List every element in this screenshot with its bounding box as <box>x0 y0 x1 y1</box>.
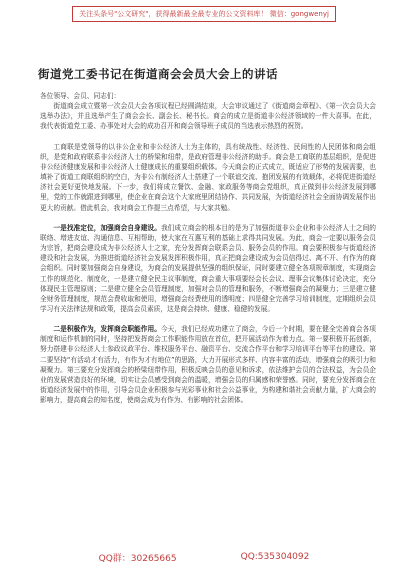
paragraph-text: 街道商会成立暨第一次会员大会各项议程已经圆满结束，大会审议通过了《街道商会章程》、《第一次会员大会选举办法》，并且选举产生了商会会长、副会长、秘书长。商会的成立是街道非公经济领域的一件大喜事。在此，我代表街道党工委、办事处对大会的成功召开和商会领导班子成员的当选表示热烈的祝贺。 <box>40 102 376 131</box>
top-banner <box>0 0 408 36</box>
paragraph-point-one <box>40 223 376 314</box>
qq-group-number: QQ群：30265665 <box>98 553 177 564</box>
paragraph-intro <box>40 101 376 131</box>
document-body <box>40 91 376 546</box>
promo-banner-text: 关注头条号"公文研究"，获得最新最全最专业的公文资料库！ 微信：gongwenyj <box>72 6 336 22</box>
qq-personal-number: QQ:535304092 <box>240 552 310 562</box>
paragraph-text: 我们成立商会的根本目的是为了加强街道非公企业和非公经济人士之间的联络、增进友谊、沟通信息、互相帮助，使大家在互惠互利的基础上求得共同发展。为此，商会一定要以服务会员为宗旨，把商会建设成为非公经济人士之家，充分发挥商会联系会员、服务会员的作用。商会要积极参与街道经济建设和社会发展，为推进街道经济社会发展发挥积极作用，真正把商会建设成为会员信得过、离不开、有作为的商会组织。同时要加强商会自身建设，为商会的发展提供坚强的组织保证，同时要建立健全各项规章制度，实现商会工作的规范化、制度化，一是建立健全民主议事制度，商会重大事项要经会长会议、理事会议集体讨论决定，充分体现民主管理原则；二是建立健全会员管理制度，加强对会员的管理和服务，不断增强商会的凝聚力；三是建立健全财务管理制度，规范会费收取和使用，增强商会经费使用的透明度；四是健全完善学习培训制度，定期组织会员学习有关法律法规和政策，提高会员素质，这是商会持续、健康、稳健的发展。 <box>40 223 376 313</box>
paragraph-text: 工商联是党领导的以非公企业和非公经济人士为主体的，具有统战性、经济性、民间性的人民团体和商会组织，是党和政府联系非公经济人士的桥梁和纽带，是政府管理非公经济的助手。商会是工商联的基层组织，是促进非公经济健康发展和非公经济人士健康成长的重要组织载体。今天商会的正式成立，既适应了形势的发展需要，也填补了街道工商联组织的空白，为非公有制经济人士搭建了一个联谊交流、抱团发展的有效载体，必将促进街道经济社会更好更快地发展。下一步，我们将成立餐饮、金融、家政服务等商会党组织，真正做到非公经济发展到哪里，党的工作就跟进到哪里，使企业在商会这个大家庭里团结协作、共同发展，为街道经济社会全面协调发展作出更大的贡献。借此机会，我对商会工作提三点希望，与大家共勉。 <box>40 142 376 212</box>
point-heading: 一是找准定位，加强商会自身建设。 <box>53 223 161 232</box>
document-title: 街道党工委书记在街道商会会员大会上的讲话 <box>38 67 278 81</box>
paragraph-text: 今天，我们已经成功建立了商会，今后一个时期，要在健全完善商会各项制度和运作机制的同时，坚持把发挥商会工作职能作用放在首位，把开展活动作为着力点。第一要积极开拓创新，努力搭建非公经济人士参政议政平台、维权服务平台、融资平台、交流合作平台和学习培训平台等平台的建设。第二要坚持“有活动才有活力，有作为才有地位”的思路，大力开展形式多样、内容丰富的活动，增强商会的吸引力和凝聚力。第三要充分发挥商会的桥梁纽带作用，积极反映会员的意见和诉求，依法维护会员的合法权益，为会员企业的发展营造良好的环境，切实让会员感受到商会的温暖，增强会员的归属感和荣誉感。同时，要充分发挥商会在街道经济发展中的作用，引导会员企业积极参与光彩事业和社会公益事业，为构建和谐社会贡献力量，扩大商会的影响力，提高商会的知名度，使商会成为有作为、有影响的社会团体。 <box>40 325 376 405</box>
point-heading: 二是积极作为，发挥商会职能作用。 <box>53 325 161 334</box>
paragraph-background <box>40 142 376 213</box>
greeting-line: 各位领导、会员、同志们： <box>40 92 121 100</box>
contact-footer <box>0 548 408 566</box>
paragraph-point-two <box>40 324 376 405</box>
